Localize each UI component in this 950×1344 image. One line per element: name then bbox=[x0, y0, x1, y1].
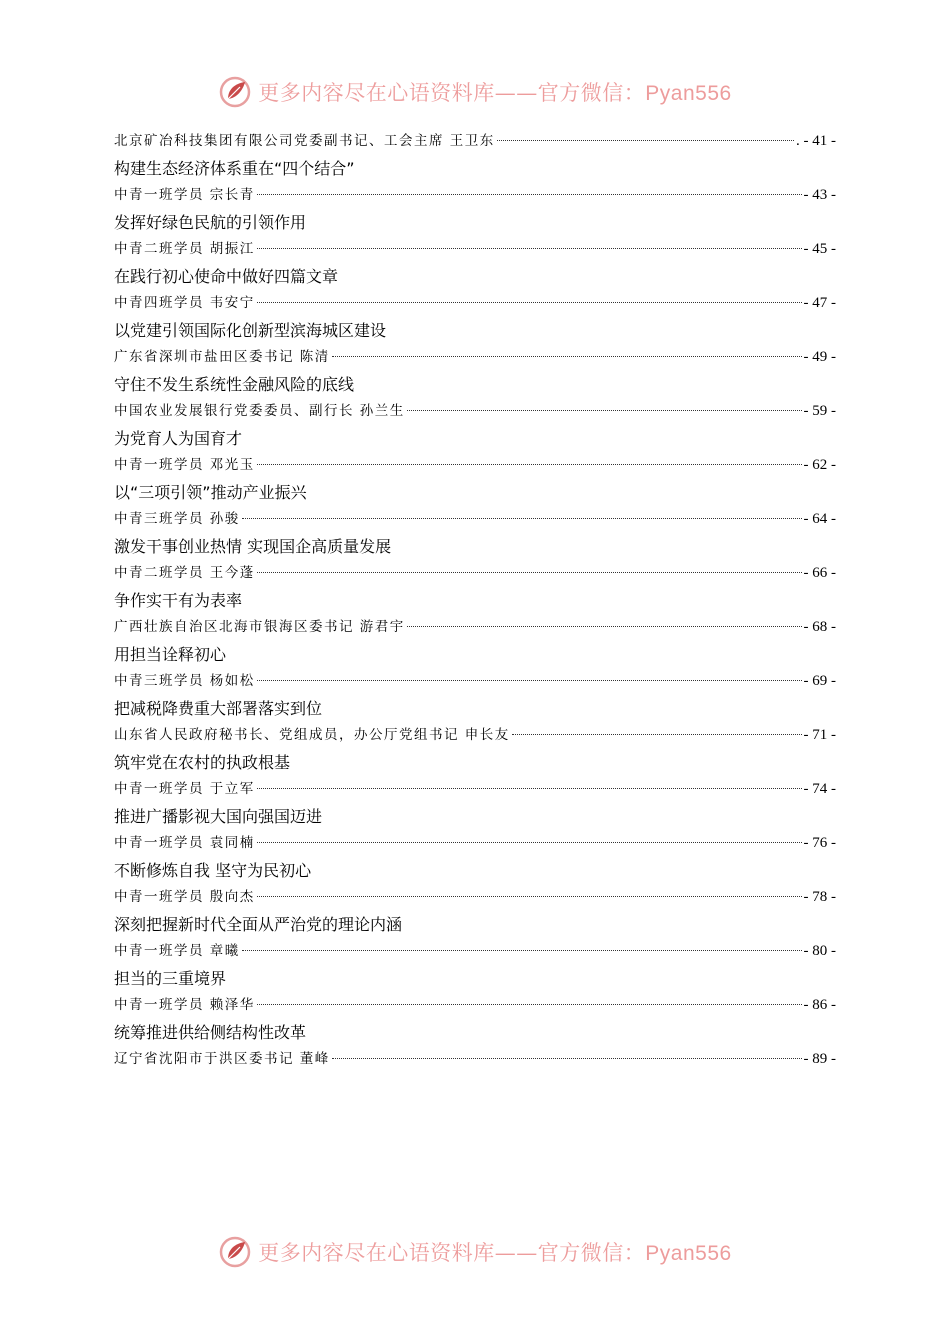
toc-entry-title[interactable]: 担当的三重境界 bbox=[114, 969, 227, 988]
toc-author-line[interactable] bbox=[114, 776, 836, 803]
toc-entry-title[interactable]: 在践行初心使命中做好四篇文章 bbox=[114, 267, 339, 286]
toc-leader-dots bbox=[257, 248, 802, 249]
toc-page-number: - 86 - bbox=[803, 997, 836, 1013]
toc-author-line[interactable] bbox=[114, 830, 836, 857]
toc-page-number: - 64 - bbox=[803, 511, 836, 527]
watermark-header bbox=[0, 72, 950, 112]
watermark-footer bbox=[0, 1232, 950, 1272]
toc-entry-title[interactable]: 发挥好绿色民航的引领作用 bbox=[114, 213, 307, 232]
toc-author: 中青二班学员 胡振江 bbox=[114, 241, 255, 257]
toc-entry-title[interactable]: 不断修炼自我 坚守为民初心 bbox=[114, 861, 312, 880]
toc-entry-title[interactable]: 推进广播影视大国向强国迈进 bbox=[114, 807, 323, 826]
toc-author-line[interactable] bbox=[114, 506, 836, 533]
toc-page-number: - 45 - bbox=[803, 241, 836, 257]
toc-entry-title[interactable]: 守住不发生系统性金融风险的底线 bbox=[114, 375, 355, 394]
toc-author: 中青三班学员 孙骏 bbox=[114, 511, 240, 527]
watermark-wechat: Pyan556 bbox=[645, 82, 732, 105]
toc-leader-dots bbox=[257, 842, 802, 843]
table-of-contents bbox=[114, 128, 836, 1073]
toc-author: 中青二班学员 王今蓬 bbox=[114, 565, 255, 581]
toc-author: 北京矿冶科技集团有限公司党委副书记、工会主席 王卫东 bbox=[114, 133, 495, 149]
toc-page-number: - 71 - bbox=[803, 727, 836, 743]
toc-author-line[interactable] bbox=[114, 128, 836, 155]
toc-author: 广西壮族自治区北海市银海区委书记 游君宇 bbox=[114, 619, 405, 635]
toc-page-number: - 62 - bbox=[803, 457, 836, 473]
toc-leader-dots bbox=[257, 680, 802, 681]
toc-leader-dots bbox=[407, 626, 802, 627]
toc-author: 中青一班学员 章曦 bbox=[114, 943, 240, 959]
toc-entry-title[interactable]: 以党建引领国际化创新型滨海城区建设 bbox=[114, 321, 387, 340]
leaf-logo-icon bbox=[218, 75, 252, 109]
toc-author-line[interactable] bbox=[114, 398, 836, 425]
toc-page-number: - 68 - bbox=[803, 619, 836, 635]
toc-leader-dots bbox=[242, 950, 802, 951]
toc-leader-dots bbox=[257, 464, 802, 465]
toc-leader-dots bbox=[332, 356, 802, 357]
toc-page-number: - 76 - bbox=[803, 835, 836, 851]
watermark-text: 更多内容尽在心语资料库——官方微信： bbox=[258, 81, 646, 105]
toc-entry-title[interactable]: 深刻把握新时代全面从严治党的理论内涵 bbox=[114, 915, 403, 934]
toc-leader-dots bbox=[242, 518, 802, 519]
toc-page-number: - 74 - bbox=[803, 781, 836, 797]
toc-page-number: . - 41 - bbox=[796, 133, 836, 149]
toc-leader-dots bbox=[332, 1058, 802, 1059]
toc-leader-dots bbox=[257, 1004, 802, 1005]
toc-author: 中青一班学员 袁同楠 bbox=[114, 835, 255, 851]
toc-entry-title[interactable]: 统筹推进供给侧结构性改革 bbox=[114, 1023, 307, 1042]
toc-author-line[interactable] bbox=[114, 344, 836, 371]
toc-author: 中青一班学员 邓光玉 bbox=[114, 457, 255, 473]
toc-leader-dots bbox=[257, 194, 802, 195]
toc-entry-title[interactable]: 把减税降费重大部署落实到位 bbox=[114, 699, 323, 718]
toc-author: 中青一班学员 于立军 bbox=[114, 781, 255, 797]
toc-author-line[interactable] bbox=[114, 560, 836, 587]
toc-page-number: - 59 - bbox=[803, 403, 836, 419]
toc-leader-dots bbox=[257, 572, 802, 573]
watermark-text: 更多内容尽在心语资料库——官方微信： bbox=[258, 1241, 646, 1265]
watermark-wechat: Pyan556 bbox=[645, 1242, 732, 1265]
toc-author: 广东省深圳市盐田区委书记 陈清 bbox=[114, 349, 330, 365]
toc-page-number: - 47 - bbox=[803, 295, 836, 311]
toc-author-line[interactable] bbox=[114, 236, 836, 263]
toc-page-number: - 89 - bbox=[803, 1051, 836, 1067]
toc-leader-dots bbox=[512, 734, 802, 735]
toc-entry-title[interactable]: 为党育人为国育才 bbox=[114, 429, 243, 448]
toc-entry-title[interactable]: 激发干事创业热情 实现国企高质量发展 bbox=[114, 537, 392, 556]
toc-author-line[interactable] bbox=[114, 614, 836, 641]
toc-leader-dots bbox=[407, 410, 802, 411]
toc-author: 中青四班学员 韦安宁 bbox=[114, 295, 255, 311]
toc-author: 中青三班学员 杨如松 bbox=[114, 673, 255, 689]
toc-author: 中青一班学员 赖泽华 bbox=[114, 997, 255, 1013]
toc-page-number: - 80 - bbox=[803, 943, 836, 959]
toc-entry-title[interactable]: 用担当诠释初心 bbox=[114, 645, 227, 664]
toc-author: 山东省人民政府秘书长、党组成员，办公厅党组书记 申长友 bbox=[114, 727, 510, 743]
toc-author-line[interactable] bbox=[114, 1046, 836, 1073]
toc-author-line[interactable] bbox=[114, 182, 836, 209]
toc-author-line[interactable] bbox=[114, 938, 836, 965]
toc-author-line[interactable] bbox=[114, 992, 836, 1019]
toc-page-number: - 49 - bbox=[803, 349, 836, 365]
toc-author-line[interactable] bbox=[114, 668, 836, 695]
toc-author: 中国农业发展银行党委委员、副行长 孙兰生 bbox=[114, 403, 405, 419]
toc-leader-dots bbox=[257, 788, 802, 789]
toc-author-line[interactable] bbox=[114, 452, 836, 479]
toc-entry-title[interactable]: 争作实干有为表率 bbox=[114, 591, 243, 610]
toc-author-line[interactable] bbox=[114, 290, 836, 317]
toc-entry-title[interactable]: 筑牢党在农村的执政根基 bbox=[114, 753, 291, 772]
toc-entry-title[interactable]: 构建生态经济体系重在“四个结合” bbox=[114, 159, 355, 178]
toc-leader-dots bbox=[257, 896, 802, 897]
toc-page-number: - 78 - bbox=[803, 889, 836, 905]
toc-author: 中青一班学员 宗长青 bbox=[114, 187, 255, 203]
toc-page-number: - 69 - bbox=[803, 673, 836, 689]
leaf-logo-icon bbox=[218, 1235, 252, 1269]
toc-page-number: - 43 - bbox=[803, 187, 836, 203]
toc-entries bbox=[114, 155, 836, 1073]
toc-entry-title[interactable]: 以“三项引领”推动产业振兴 bbox=[114, 483, 307, 502]
toc-page-number: - 66 - bbox=[803, 565, 836, 581]
toc-author-line[interactable] bbox=[114, 722, 836, 749]
toc-author-line[interactable] bbox=[114, 884, 836, 911]
toc-leader-dots bbox=[257, 302, 802, 303]
toc-author: 辽宁省沈阳市于洪区委书记 董峰 bbox=[114, 1051, 330, 1067]
toc-author: 中青一班学员 殷向杰 bbox=[114, 889, 255, 905]
toc-leader-dots bbox=[497, 140, 794, 141]
